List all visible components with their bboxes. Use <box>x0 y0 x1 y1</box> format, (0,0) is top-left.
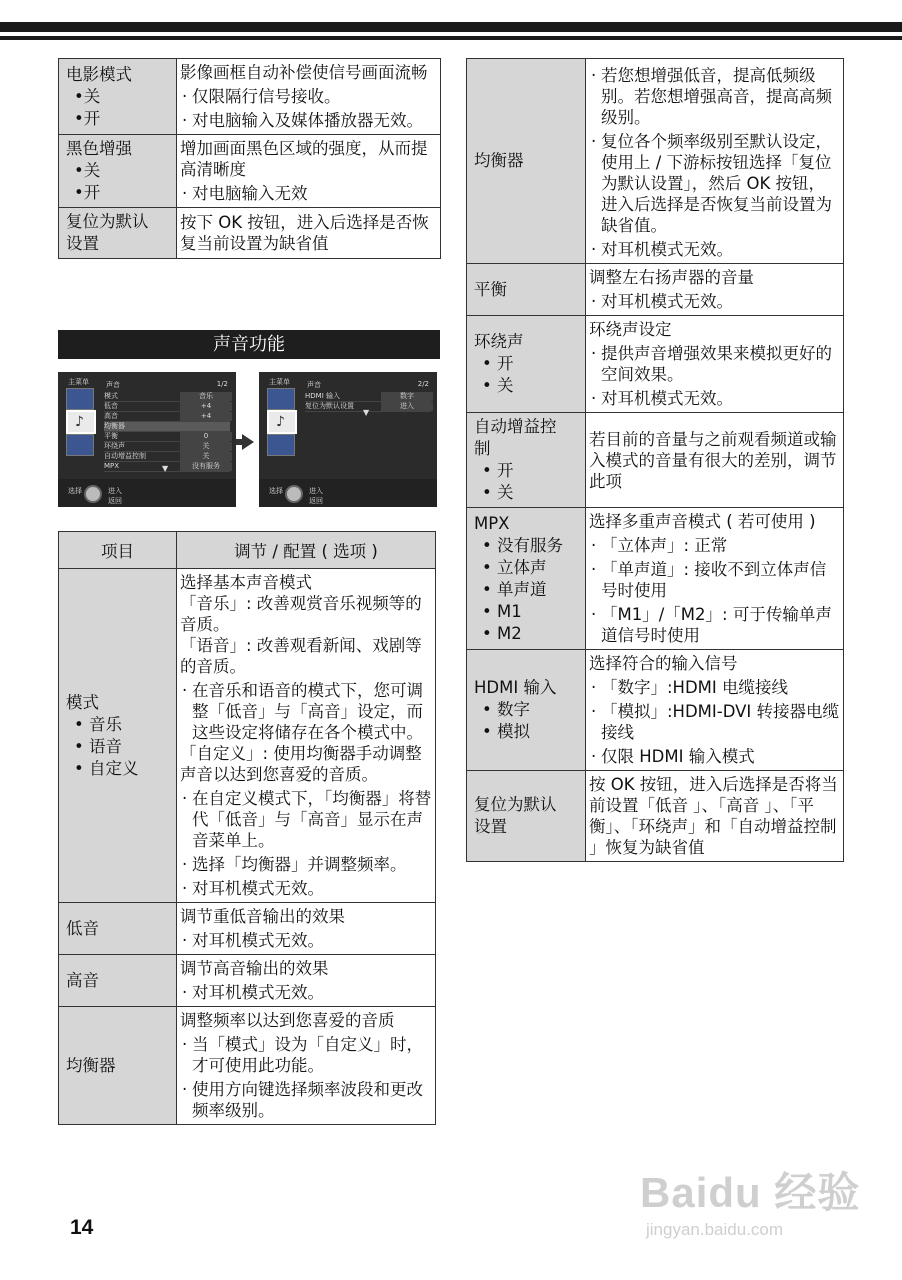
picture-menu-thumb <box>66 388 94 410</box>
menu-row-label: 高音 <box>104 412 118 420</box>
setting-name-cell <box>59 135 177 208</box>
setting-desc-cell <box>177 208 441 259</box>
bullet-item: · 对电脑输入及媒体播放器无效。 <box>180 110 437 131</box>
menu-row-value: 0 <box>180 432 232 441</box>
select-label: 选择 <box>68 487 82 495</box>
desc-text: 若目前的音量与之前观看频道或输入模式的音量有很大的差别，调节此项 <box>589 429 837 491</box>
setting-name: HDMI 输入 <box>474 678 557 697</box>
setting-desc-cell <box>177 903 436 955</box>
top-rule-thin <box>0 36 902 40</box>
desc-text: 「自定义」: 使用均衡器手动调整声音以达到您喜爱的音质。 <box>180 744 422 784</box>
main-menu-label: 主菜单 <box>68 378 89 386</box>
menu-row <box>104 422 230 432</box>
bullet-item: · 使用方向键选择频率波段和更改频率级别。 <box>180 1079 432 1121</box>
menu-row <box>305 392 431 402</box>
menu-title: 声音 <box>307 381 321 389</box>
setting-option: • 开 <box>482 354 514 373</box>
table-header-row <box>59 532 436 569</box>
menu-row <box>104 402 230 412</box>
menu-title: 声音 <box>106 381 120 389</box>
bullet-item: · 「单声道」: 接收不到立体声信号时使用 <box>589 559 840 601</box>
setting-desc-cell <box>177 955 436 1007</box>
settings-menu-thumb <box>267 434 295 456</box>
setting-name-cell <box>467 413 586 508</box>
setting-option: •开 <box>74 183 101 202</box>
setting-name-cell <box>467 508 586 650</box>
sound-menu-screenshot-page1 <box>58 372 236 507</box>
table-row <box>467 771 844 862</box>
setting-name: 复位为默认 <box>474 795 557 814</box>
sound-settings-body <box>59 569 436 1125</box>
menu-row-value: 进入 <box>381 402 433 411</box>
setting-name-cell <box>467 771 586 862</box>
setting-desc-cell <box>177 135 441 208</box>
setting-option: • 开 <box>482 461 514 480</box>
setting-desc-cell <box>177 1007 436 1125</box>
bullet-item: · 复位各个频率级别至默认设定，使用上 / 下游标按钮选择「复位为默认设置」，然后 OK 按钮，进入后选择是否恢复当前设置为缺省值。 <box>589 131 840 236</box>
top-rule-thick <box>0 22 902 32</box>
setting-option: • 关 <box>482 483 514 502</box>
sound-menu-thumb <box>267 410 297 434</box>
table-row <box>59 135 441 208</box>
menu-row <box>104 452 230 462</box>
setting-desc-cell <box>586 508 844 650</box>
setting-name-cell <box>59 59 177 135</box>
menu-row-value: 关 <box>180 452 232 461</box>
desc-text: 「音乐」: 改善观赏音乐视频等的音质。 <box>180 594 422 634</box>
setting-name: 自动增益控 <box>474 417 557 436</box>
bullet-item: · 若您想增强低音，提高低频级别。若您想增强高音，提高高频级别。 <box>589 65 840 128</box>
table-row <box>467 264 844 316</box>
desc-text: 按 OK 按钮，进入后选择是否将当前设置「低音 」、「高音 」、「平衡」、「环绕声」和「自动增益控制 」恢复为缺省值 <box>589 775 838 857</box>
menu-row <box>104 432 230 442</box>
menu-row-value: 没有服务 <box>180 462 232 471</box>
desc-text: 调节高音输出的效果 <box>180 959 329 978</box>
table-row <box>59 59 441 135</box>
desc-text: 「语音」: 改善观看新闻、戏剧等的音质。 <box>180 636 422 676</box>
table-row <box>467 650 844 771</box>
setting-name: MPX <box>474 513 510 533</box>
main-menu-label: 主菜单 <box>269 378 290 386</box>
setting-name-cell <box>467 59 586 264</box>
setting-name: 环绕声 <box>474 332 524 351</box>
desc-text: 选择符合的输入信号 <box>589 654 738 673</box>
desc-text: 选择基本声音模式 <box>180 573 312 592</box>
arrow-right-icon <box>242 434 254 450</box>
settings-menu-thumb <box>66 434 94 456</box>
back-label: 返回 <box>309 497 323 505</box>
bullet-item: · 对耳机模式无效。 <box>589 291 840 312</box>
table-row <box>467 316 844 413</box>
setting-name-cell <box>59 903 177 955</box>
enter-label: 进入 <box>108 487 122 495</box>
setting-option: • 单声道 <box>482 579 547 599</box>
header-item: 项目 <box>59 532 177 569</box>
menu-row-value: 音乐 <box>180 392 232 401</box>
watermark-brand: Baidu 经验 <box>640 1169 861 1216</box>
menu-row-label: 低音 <box>104 402 118 410</box>
bullet-item: · 对耳机模式无效。 <box>589 388 840 409</box>
watermark-url: jingyan.baidu.com <box>646 1220 784 1239</box>
setting-name: 设置 <box>474 817 507 836</box>
setting-desc-cell <box>177 59 441 135</box>
menu-row <box>104 412 230 422</box>
menu-row-label: 平衡 <box>104 432 118 440</box>
dpad-icon <box>285 485 303 503</box>
menu-row <box>104 442 230 452</box>
menu-row-value: +4 <box>180 402 232 411</box>
menu-page: 1/2 <box>216 380 228 388</box>
setting-option: • 模拟 <box>482 722 530 741</box>
setting-option: • 数字 <box>482 700 530 719</box>
page-number: 14 <box>70 1216 94 1239</box>
desc-text: 调节重低音输出的效果 <box>180 907 345 926</box>
setting-name: 复位为默认 <box>66 212 149 231</box>
bullet-item: · 对耳机模式无效。 <box>180 982 432 1003</box>
watermark <box>640 1160 860 1240</box>
menu-row-value: 关 <box>180 442 232 451</box>
menu-page: 2/2 <box>417 380 429 388</box>
setting-name: 均衡器 <box>474 151 524 170</box>
menu-footer <box>259 479 437 507</box>
setting-desc-cell <box>586 59 844 264</box>
setting-option: • 语音 <box>74 736 122 756</box>
bullet-item: · 对耳机模式无效。 <box>180 878 432 899</box>
bullet-item: · 当「模式」设为「自定义」时，才可使用此功能。 <box>180 1034 432 1076</box>
bullet-item: · 对耳机模式无效。 <box>589 239 840 260</box>
bullet-item: · 「数字」:HDMI 电缆接线 <box>589 677 840 698</box>
bullet-item: · 「M1」/「M2」: 可于传输单声道信号时使用 <box>589 604 840 646</box>
select-label: 选择 <box>269 487 283 495</box>
table-row <box>467 508 844 650</box>
setting-name: 模式 <box>66 692 99 712</box>
setting-name: 高音 <box>66 970 99 990</box>
setting-desc-cell <box>586 413 844 508</box>
setting-option: • 关 <box>482 376 514 395</box>
menu-row-label: 均衡器 <box>104 422 125 430</box>
setting-name: 低音 <box>66 918 99 938</box>
menu-row <box>104 392 230 402</box>
setting-option: • M1 <box>482 601 522 621</box>
setting-option: •关 <box>74 86 101 106</box>
setting-desc-cell <box>586 264 844 316</box>
setting-option: •开 <box>74 108 101 128</box>
sound-menu-thumb <box>66 410 96 434</box>
menu-row-label: 复位为默认设置 <box>305 402 354 410</box>
setting-name-cell <box>59 955 177 1007</box>
setting-name: 电影模式 <box>66 64 132 84</box>
setting-name-cell <box>59 208 177 259</box>
bullet-item: · 「立体声」: 正常 <box>589 535 840 556</box>
table-row <box>467 413 844 508</box>
setting-name: 平衡 <box>474 279 507 299</box>
bullet-item: · 仅限 HDMI 输入模式 <box>589 746 840 767</box>
bullet-item: · 对电脑输入无效 <box>180 183 437 204</box>
sound-settings-table <box>58 531 436 1125</box>
setting-option: • 立体声 <box>482 557 547 577</box>
music-note-icon: ♪ <box>75 414 84 430</box>
setting-name-cell <box>467 264 586 316</box>
setting-name-cell <box>467 650 586 771</box>
desc-text: 按下 OK 按钮，进入后选择是否恢复当前设置为缺省值 <box>180 213 429 253</box>
setting-desc-cell <box>586 771 844 862</box>
table-row <box>467 59 844 264</box>
scroll-down-icon: ▼ <box>363 408 370 417</box>
setting-name-cell <box>59 1007 177 1125</box>
setting-option: •关 <box>74 161 101 180</box>
table-row <box>59 1007 436 1125</box>
picture-settings-body <box>59 59 441 259</box>
bullet-item: · 对耳机模式无效。 <box>180 930 432 951</box>
desc-text: 增加画面黑色区域的强度，从而提高清晰度 <box>180 139 428 179</box>
setting-option: • M2 <box>482 623 522 643</box>
setting-desc-cell <box>586 650 844 771</box>
table-row <box>59 903 436 955</box>
setting-option: • 没有服务 <box>482 535 563 555</box>
table-row <box>59 569 436 903</box>
bullet-item: · 「模拟」:HDMI-DVI 转接器电缆接线 <box>589 701 840 743</box>
menu-row-label: HDMI 输入 <box>305 392 340 400</box>
sound-settings-table-continued <box>466 58 844 862</box>
desc-text: 调整频率以达到您喜爱的音质 <box>180 1011 395 1030</box>
desc-text: 环绕声设定 <box>589 320 672 339</box>
setting-name-cell <box>59 569 177 903</box>
sound-settings-continued-body <box>467 59 844 862</box>
setting-name: 均衡器 <box>66 1055 116 1075</box>
picture-menu-thumb <box>267 388 295 410</box>
sound-menu-screenshot-page2 <box>259 372 437 507</box>
bullet-item: · 在音乐和语音的模式下，您可调整「低音」与「高音」设定，而这些设定将储存在各个模式中。 <box>180 680 432 743</box>
setting-name: 设置 <box>66 234 99 253</box>
bullet-item: · 仅限隔行信号接收。 <box>180 86 437 107</box>
section-title: 声音功能 <box>58 330 440 359</box>
menu-list <box>104 392 230 472</box>
desc-text: 选择多重声音模式 ( 若可使用 ) <box>589 512 816 531</box>
desc-text: 影像画框自动补偿使信号画面流畅 <box>180 63 428 82</box>
setting-desc-cell <box>177 569 436 903</box>
setting-desc-cell <box>586 316 844 413</box>
dpad-icon <box>84 485 102 503</box>
setting-name-cell <box>467 316 586 413</box>
menu-row-label: 模式 <box>104 392 118 400</box>
menu-row-label: 环绕声 <box>104 442 125 450</box>
setting-option: • 音乐 <box>74 714 122 734</box>
table-row <box>59 208 441 259</box>
setting-name: 黑色增强 <box>66 139 132 158</box>
table-row <box>59 955 436 1007</box>
header-adjust: 调节 / 配置 ( 选项 ) <box>177 532 436 569</box>
desc-text: 调整左右扬声器的音量 <box>589 268 754 287</box>
back-label: 返回 <box>108 497 122 505</box>
setting-name: 制 <box>474 439 491 458</box>
menu-row-value: 数字 <box>381 392 433 401</box>
scroll-down-icon: ▼ <box>162 464 169 473</box>
picture-settings-table <box>58 58 441 259</box>
menu-footer <box>58 479 236 507</box>
menu-row-label: MPX <box>104 462 120 470</box>
bullet-item: · 提供声音增强效果来模拟更好的空间效果。 <box>589 343 840 385</box>
setting-option: • 自定义 <box>74 758 139 778</box>
bullet-item: · 在自定义模式下，「均衡器」将替代「低音」与「高音」显示在声音菜单上。 <box>180 788 432 851</box>
bullet-item: · 选择「均衡器」并调整频率。 <box>180 854 432 875</box>
music-note-icon: ♪ <box>276 414 285 430</box>
enter-label: 进入 <box>309 487 323 495</box>
menu-row-label: 自动增益控制 <box>104 452 146 460</box>
menu-row-value: +4 <box>180 412 232 421</box>
